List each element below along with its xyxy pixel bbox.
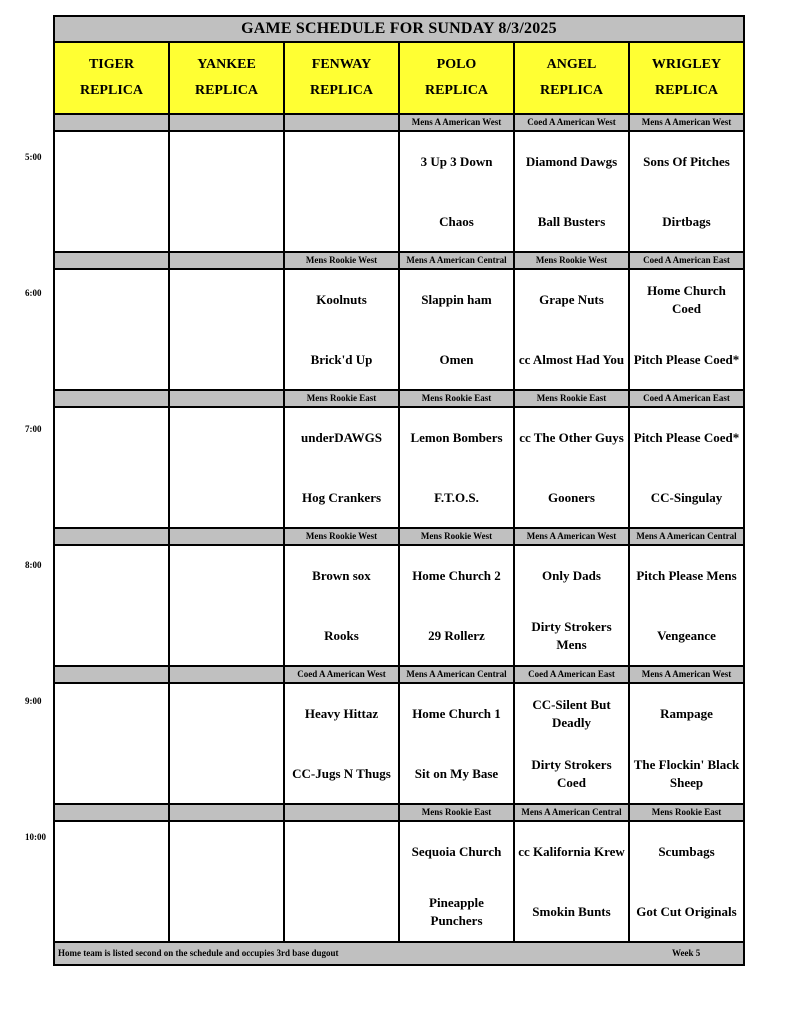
division-label [170, 805, 285, 820]
game-cell [170, 408, 285, 527]
game-cell [515, 132, 630, 251]
home-team: Gooners [548, 490, 595, 505]
home-team: Brick'd Up [310, 352, 373, 367]
division-label: Mens A American Central [515, 805, 630, 820]
field-name: TIGER [88, 57, 135, 72]
away-team: Sequoia Church [411, 844, 502, 859]
division-label: Mens Rookie East [651, 807, 722, 817]
field-type: REPLICA [309, 83, 373, 98]
home-team: Got Cut Originals [636, 904, 737, 919]
field-header [400, 43, 515, 113]
away-team: Only Dads [542, 568, 601, 583]
game-slot-row [55, 684, 743, 805]
division-label [170, 253, 285, 268]
home-team: Pitch Please Coed* [633, 352, 740, 367]
division-label [55, 391, 170, 406]
away-team: 3 Up 3 Down [420, 154, 493, 169]
division-label [170, 115, 285, 130]
home-team: The Flockin' Black Sheep [633, 757, 740, 790]
away-team: Pitch Please Mens [636, 568, 737, 583]
game-cell [400, 822, 515, 941]
division-label: Coed A American West [285, 667, 400, 682]
game-slot-row [55, 408, 743, 529]
game-cell [55, 132, 170, 251]
time-label: 7:00 [25, 424, 42, 434]
division-label: Mens Rookie West [400, 529, 515, 544]
game-slot-row [55, 822, 743, 943]
game-cell [285, 270, 400, 389]
time-label: 8:00 [25, 560, 42, 570]
schedule-title: GAME SCHEDULE FOR SUNDAY 8/3/2025 [55, 17, 743, 43]
away-team: Slappin ham [421, 292, 492, 307]
game-cell [55, 270, 170, 389]
field-name: FENWAY [311, 57, 372, 72]
division-label: Mens A American West [641, 669, 732, 679]
home-team: Pineapple Punchers [429, 895, 484, 928]
away-team: Heavy Hittaz [304, 706, 379, 721]
week-label: Week 5 [672, 948, 701, 958]
schedule-table [53, 15, 745, 966]
field-header [55, 43, 170, 113]
game-cell [400, 408, 515, 527]
division-label: Mens Rookie East [400, 805, 515, 820]
game-cell [55, 546, 170, 665]
game-cell [400, 546, 515, 665]
home-team: F.T.O.S. [434, 490, 479, 505]
away-team: underDAWGS [301, 430, 382, 445]
game-cell [285, 546, 400, 665]
division-label: Coed A American East [515, 667, 630, 682]
game-cell [55, 822, 170, 941]
away-team: Diamond Dawgs [525, 154, 618, 169]
division-row [55, 529, 743, 546]
division-label [170, 391, 285, 406]
field-header-row [55, 43, 743, 115]
home-team: Ball Busters [537, 214, 606, 229]
division-row [55, 667, 743, 684]
game-cell [515, 684, 630, 803]
game-cell [400, 684, 515, 803]
field-header [630, 43, 743, 113]
home-team: CC-Jugs N Thugs [292, 766, 391, 781]
game-cell [630, 408, 743, 527]
field-type: REPLICA [539, 83, 603, 98]
home-team: Chaos [439, 214, 474, 229]
away-team: Rampage [660, 706, 713, 721]
game-cell [170, 546, 285, 665]
away-team: Brown sox [312, 568, 371, 583]
game-cell [285, 822, 400, 941]
game-slot-row [55, 270, 743, 391]
division-label: Mens A American West [641, 117, 732, 127]
game-slot-row [55, 546, 743, 667]
game-cell [515, 822, 630, 941]
division-label [55, 115, 170, 130]
division-row [55, 805, 743, 822]
away-team: Pitch Please Coed* [633, 430, 740, 445]
division-label [55, 667, 170, 682]
time-label: 6:00 [25, 288, 42, 298]
away-team: Home Church 2 [412, 568, 501, 583]
away-team: Grape Nuts [539, 292, 604, 307]
field-name: POLO [436, 57, 477, 72]
field-name: YANKEE [197, 57, 256, 72]
game-cell [515, 408, 630, 527]
home-team: Smokin Bunts [532, 904, 611, 919]
division-row [55, 115, 743, 132]
game-cell [630, 684, 743, 803]
division-label: Mens Rookie West [515, 253, 630, 268]
division-label [285, 805, 400, 820]
division-label: Mens Rookie East [400, 391, 515, 406]
time-label: 5:00 [25, 152, 42, 162]
home-team: Rooks [324, 628, 359, 643]
game-cell [55, 684, 170, 803]
field-type: REPLICA [654, 83, 718, 98]
home-team: 29 Rollerz [428, 628, 485, 643]
home-team: CC-Singulay [650, 490, 723, 505]
game-cell [55, 408, 170, 527]
home-team: Omen [439, 352, 474, 367]
division-label: Mens Rookie East [285, 391, 400, 406]
away-team: cc Kalifornia Krew [518, 844, 625, 859]
division-label: Mens A American Central [636, 531, 737, 541]
game-cell [285, 132, 400, 251]
home-team: cc Almost Had You [518, 352, 625, 367]
field-type: REPLICA [79, 83, 143, 98]
home-team: Sit on My Base [414, 766, 499, 781]
division-label: Coed A American East [643, 255, 730, 265]
game-cell [630, 822, 743, 941]
game-cell [400, 270, 515, 389]
away-team: CC-Silent But Deadly [532, 697, 611, 730]
division-label: Mens A American West [400, 115, 515, 130]
home-team: Vengeance [657, 628, 716, 643]
division-row [55, 391, 743, 408]
division-row [55, 253, 743, 270]
home-team: Dirty Strokers Mens [531, 619, 612, 652]
time-label: 9:00 [25, 696, 42, 706]
division-label [170, 667, 285, 682]
away-team: Home Church 1 [412, 706, 501, 721]
division-label [55, 529, 170, 544]
division-label: Mens A American Central [400, 253, 515, 268]
field-header [285, 43, 400, 113]
game-cell [630, 132, 743, 251]
division-label: Mens Rookie East [515, 391, 630, 406]
away-team: Home Church Coed [647, 283, 726, 316]
away-team: Lemon Bombers [410, 430, 503, 445]
division-label [285, 115, 400, 130]
away-team: Koolnuts [316, 292, 367, 307]
home-team: Dirtbags [662, 214, 711, 229]
field-type: REPLICA [424, 83, 488, 98]
game-slot-row [55, 132, 743, 253]
home-team: Dirty Strokers Coed [531, 757, 612, 790]
division-label [170, 529, 285, 544]
home-team-note: Home team is listed second on the schedule and occupies 3rd base dugout [58, 948, 339, 958]
game-cell [630, 546, 743, 665]
field-header [515, 43, 630, 113]
field-name: ANGEL [546, 57, 597, 72]
division-label: Mens Rookie West [285, 529, 400, 544]
field-name: WRIGLEY [651, 57, 722, 72]
division-label: Mens Rookie West [285, 253, 400, 268]
field-header [170, 43, 285, 113]
home-team: Hog Crankers [301, 490, 382, 505]
game-cell [170, 822, 285, 941]
game-cell [285, 684, 400, 803]
game-cell [170, 270, 285, 389]
away-team: cc The Other Guys [519, 430, 624, 445]
game-cell [170, 132, 285, 251]
away-team: Sons Of Pitches [643, 154, 730, 169]
away-team: Scumbags [658, 844, 715, 859]
division-label: Mens A American West [515, 529, 630, 544]
game-cell [285, 408, 400, 527]
game-cell [515, 270, 630, 389]
game-cell [515, 546, 630, 665]
game-cell [400, 132, 515, 251]
division-label [55, 805, 170, 820]
schedule-footer [55, 943, 743, 964]
time-label: 10:00 [25, 832, 46, 842]
division-label: Coed A American East [643, 393, 730, 403]
game-cell [630, 270, 743, 389]
game-cell [170, 684, 285, 803]
division-label [55, 253, 170, 268]
division-label: Mens A American Central [400, 667, 515, 682]
division-label: Coed A American West [515, 115, 630, 130]
field-type: REPLICA [194, 83, 258, 98]
